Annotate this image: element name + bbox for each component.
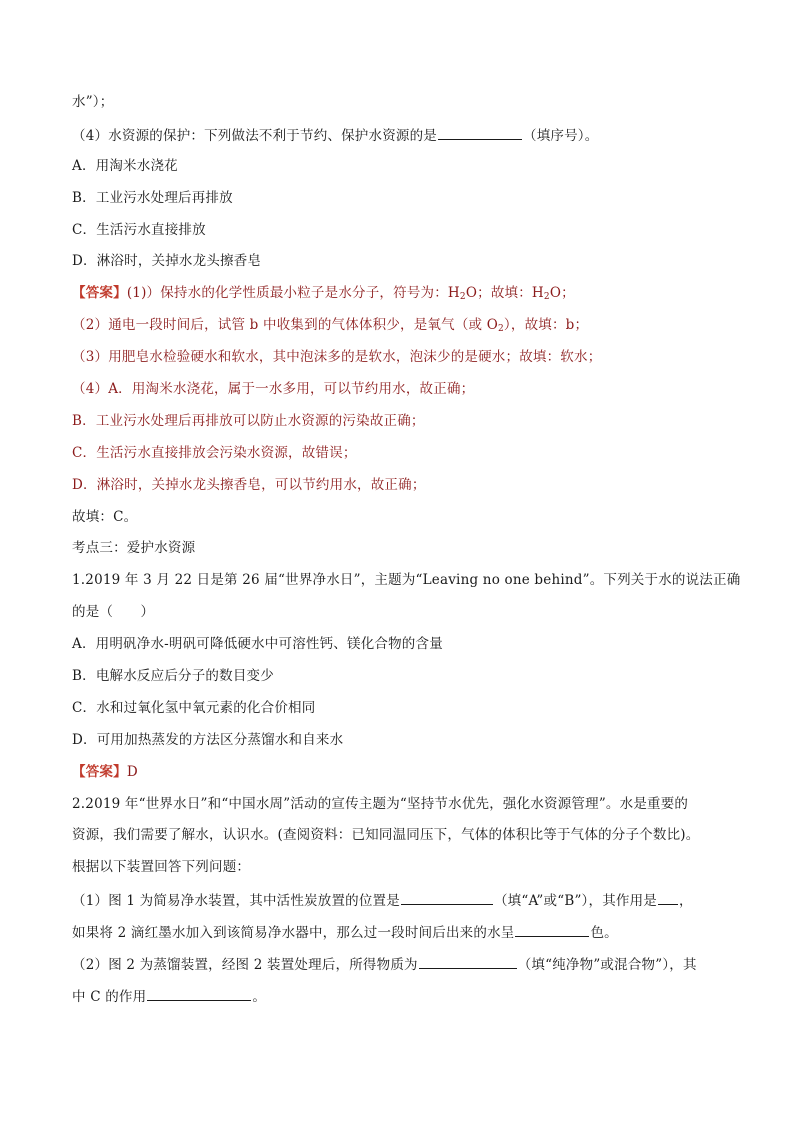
option: A．用明矾净水-明矾可降低硬水中可溶性钙、镁化合物的含量 bbox=[72, 636, 443, 653]
option: B．工业污水处理后再排放 bbox=[72, 189, 233, 206]
subscript: 2 bbox=[497, 324, 504, 335]
question-text: （填“纯净物”或混合物”），其 bbox=[517, 957, 697, 974]
answer-line bbox=[72, 764, 732, 780]
answer-text: (1)）保持水的化学性质最小粒子是水分子，符号为：H bbox=[126, 285, 460, 302]
question-2-part-1-cont bbox=[72, 923, 732, 942]
question-text: （1）图 1 为简易净水装置，其中活性炭放置的位置是 bbox=[72, 893, 400, 910]
question-2-part-2 bbox=[72, 955, 732, 974]
text-line: 水”）； bbox=[72, 94, 114, 110]
answer-blank[interactable] bbox=[515, 923, 589, 937]
answer-blank[interactable] bbox=[147, 987, 251, 1001]
option: A．用淘米水浇花 bbox=[72, 157, 178, 174]
answer-line-4d: D．淋浴时，关掉水龙头擦香皂，可以节约用水，故正确； bbox=[72, 476, 426, 493]
answer-tag: 【答案】 bbox=[72, 285, 127, 302]
answer-text: O； bbox=[549, 285, 575, 302]
question-1-text: 的是（ ） bbox=[72, 604, 155, 621]
answer-blank[interactable] bbox=[658, 891, 678, 905]
answer-line-1 bbox=[72, 285, 732, 301]
answer-text: O；故填：H bbox=[465, 285, 544, 302]
answer-blank[interactable] bbox=[401, 891, 493, 905]
subscript: 2 bbox=[543, 292, 550, 303]
answer-line-4a: （4）A．用淘米水浇花，属于一水多用，可以节约用水，故正确； bbox=[72, 381, 475, 398]
question-text: （2）图 2 为蒸馏装置，经图 2 装置处理后，所得物质为 bbox=[72, 957, 418, 974]
document-page bbox=[72, 94, 741, 1019]
answer-blank[interactable] bbox=[419, 955, 517, 969]
question-text: （填“A”或“B”），其作用是 bbox=[493, 893, 658, 910]
question-text: 。 bbox=[252, 988, 267, 1005]
answer-line-4b: B．工业污水处理后再排放可以防止水资源的污染故正确； bbox=[72, 412, 425, 429]
option: C．生活污水直接排放 bbox=[72, 221, 206, 238]
question-text: （填序号）。 bbox=[523, 127, 599, 144]
question-2-text: 2.2019 年“世界水日”和“中国水周”活动的宣传主题为“坚持节水优先，强化水资源管理”。水是重要的 bbox=[72, 795, 689, 812]
answer-line-2 bbox=[72, 317, 732, 333]
question-2-part-1 bbox=[72, 891, 732, 910]
option: C．水和过氧化氢中氧元素的化合价相同 bbox=[72, 699, 316, 716]
subscript: 2 bbox=[459, 292, 466, 303]
answer-blank[interactable] bbox=[438, 126, 522, 140]
question-4 bbox=[72, 126, 732, 142]
answer-value: D bbox=[126, 763, 138, 780]
section-heading: 考点三：爱护水资源 bbox=[72, 540, 196, 557]
question-text: 如果将 2 滴红墨水加入到该简易净水器中，那么过一段时间后出来的水呈 bbox=[72, 925, 515, 942]
answer-tag: 【答案】 bbox=[72, 763, 127, 780]
option: B．电解水反应后分子的数目变少 bbox=[72, 668, 274, 685]
answer-fill: 故填：C。 bbox=[72, 508, 138, 525]
option: D．可用加热蒸发的方法区分蒸馏水和自来水 bbox=[72, 731, 344, 748]
option: D．淋浴时，关掉水龙头擦香皂 bbox=[72, 253, 262, 270]
question-text: （4）水资源的保护：下列做法不利于节约、保护水资源的是 bbox=[72, 127, 437, 144]
answer-text: （2）通电一段时间后，试管 b 中收集到的气体体积少，是氧气（或 O bbox=[72, 317, 498, 334]
answer-line-3: （3）用肥皂水检验硬水和软水，其中泡沫多的是软水，泡沫少的是硬水；故填：软水； bbox=[72, 349, 602, 366]
question-text: 中 C 的作用 bbox=[72, 988, 147, 1005]
answer-text: ），故填：b； bbox=[503, 317, 589, 334]
question-text: 色。 bbox=[590, 925, 618, 942]
question-2-text: 资源，我们需要了解水，认识水。(查阅资料：已知同温同压下，气体的体积比等于气体的分子个数比)。 bbox=[72, 827, 700, 844]
question-1-text: 1.2019 年 3 月 22 日是第 26 届“世界净水日”，主题为“Leaving no one behind”。下列关于水的说法正确 bbox=[72, 572, 741, 589]
answer-line-4c: C．生活污水直接排放会污染水资源，故错误； bbox=[72, 444, 357, 461]
question-2-part-2-cont bbox=[72, 987, 732, 1003]
question-text: ， bbox=[679, 893, 693, 910]
question-2-text: 根据以下装置回答下列问题： bbox=[72, 859, 251, 876]
